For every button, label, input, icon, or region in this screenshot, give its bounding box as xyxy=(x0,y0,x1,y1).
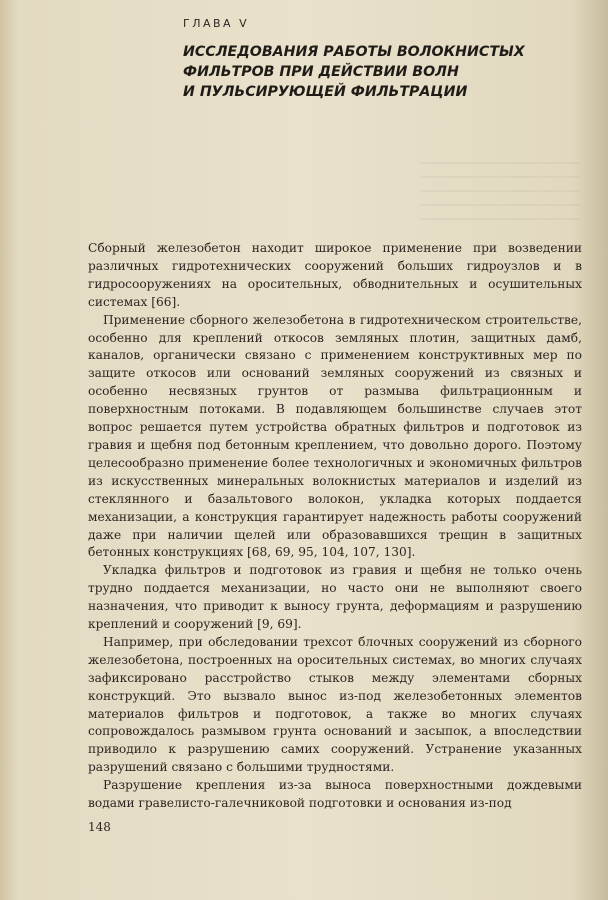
chapter-title-line: ИССЛЕДОВАНИЯ РАБОТЫ ВОЛОКНИСТЫХ xyxy=(183,44,525,60)
paragraph: Например, при обследовании трехсот блочных сооружений из сборного железобетона, построенных на оросительных системах, во многих случаях зафиксировано расстройство стыков между элементами сборных конструкций. Это вызвало вынос из-под железобетонных элементов материалов фильтров и подготовок, а также во многих случаях сопровождалось размывом грунта оснований и засыпок, а впоследствии приводило к разрушению самих сооружений. Устранение указанных разрушений связано с большими трудностями. xyxy=(88,634,582,775)
paper-show-through xyxy=(420,150,580,220)
body-text xyxy=(88,240,582,813)
paragraph: Разрушение крепления из-за выноса поверхностными дождевыми водами гравелисто-галечниковой подготовки и основания из-под xyxy=(88,778,582,811)
chapter-title-line: ФИЛЬТРОВ ПРИ ДЕЙСТВИИ ВОЛН xyxy=(183,64,459,80)
paragraph: Применение сборного железобетона в гидротехническом строительстве, особенно для креплений откосов земляных плотин, защитных дамб, каналов, органически связано с применением конструктивных мер по защите откосов или оснований земляных сооружений из связных и особенно несвязных грунтов от размыва фильтрационным и поверхностным потоками. В подавляющем большинстве случаев этот вопрос решается путем устройства обратных фильтров и подготовок из гравия и щебня под бетонным креплением, что довольно дорого. Поэтому целесообразно применение более технологичных и экономичных фильтров из искусственных минеральных волокнистых материалов и изделий из стеклянного и базальтового волокон, укладка которых поддается механизации, а конструкция гарантирует надежность работы сооружений даже при наличии щелей или образовавшихся трещин в защитных бетонных конструкциях [68, 69, 95, 104, 107, 130]. xyxy=(88,312,582,560)
paragraph: Сборный железобетон находит широкое применение при возведении различных гидротехнических сооружений больших гидроузлов и в гидросооружениях на оросительных, обводнительных и осушительных системах [66]. xyxy=(88,241,582,309)
page-number: 148 xyxy=(88,820,111,834)
paragraph: Укладка фильтров и подготовок из гравия и щебня не только очень трудно поддается механизации, но часто они не выполняют своего назначения, что приводит к выносу грунта, деформациям и разрушению креплений и сооружений [9, 69]. xyxy=(88,563,582,632)
chapter-title-line: И ПУЛЬСИРУЮЩЕЙ ФИЛЬТРАЦИИ xyxy=(183,84,468,100)
chapter-label: ГЛАВА V xyxy=(183,17,250,30)
chapter-title xyxy=(183,42,563,102)
